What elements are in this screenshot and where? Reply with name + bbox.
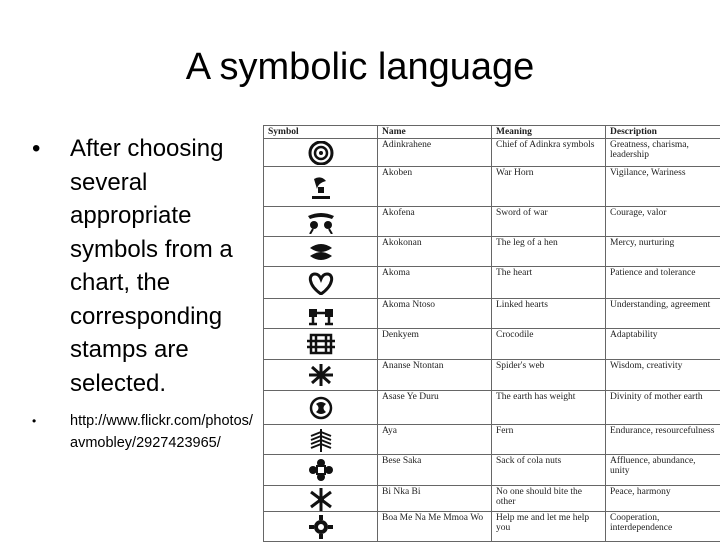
meaning-cell: Linked hearts — [492, 299, 606, 329]
description-cell: Patience and tolerance — [606, 267, 720, 299]
concentric-circles-icon — [305, 141, 337, 165]
description-cell: Endurance, resourcefulness — [606, 425, 720, 455]
meaning-cell: Fern — [492, 425, 606, 455]
name-cell: Akokonan — [378, 237, 492, 267]
cola-nuts-icon — [305, 458, 337, 482]
description-cell: Adaptability — [606, 329, 720, 360]
table-row — [264, 237, 720, 267]
linked-hearts-icon — [305, 302, 337, 326]
bite-not-icon — [305, 487, 337, 511]
symbol-cell — [264, 360, 378, 391]
name-cell: Adinkrahene — [378, 139, 492, 167]
table-row — [264, 207, 720, 237]
name-cell: Ananse Ntontan — [378, 360, 492, 391]
name-cell: Denkyem — [378, 329, 492, 360]
name-cell: Akofena — [378, 207, 492, 237]
meaning-cell: Help me and let me help you — [492, 512, 606, 542]
table-row — [264, 512, 720, 542]
table-row — [264, 425, 720, 455]
name-cell: Bi Nka Bi — [378, 486, 492, 512]
table-header-row — [264, 126, 720, 139]
symbol-cell — [264, 486, 378, 512]
description-cell: Mercy, nurturing — [606, 237, 720, 267]
header-symbol: Symbol — [264, 126, 378, 139]
bullet-list — [32, 132, 260, 454]
bullet-dot-icon: • — [32, 410, 36, 432]
table-row — [264, 486, 720, 512]
description-cell: Wisdom, creativity — [606, 360, 720, 391]
meaning-cell: Chief of Adinkra symbols — [492, 139, 606, 167]
symbol-cell — [264, 512, 378, 542]
description-cell: Cooperation, interdependence — [606, 512, 720, 542]
fern-icon — [305, 428, 337, 452]
war-horn-icon — [305, 175, 337, 199]
earth-icon — [305, 396, 337, 420]
table-row — [264, 455, 720, 486]
description-cell: Divinity of mother earth — [606, 391, 720, 425]
description-cell: Vigilance, Wariness — [606, 167, 720, 207]
bullet-item-link — [32, 410, 260, 454]
bullet-text: After choosing several appropriate symbols from a chart, the corresponding stamps are selected. — [70, 135, 233, 397]
hen-leg-icon — [305, 240, 337, 264]
name-cell: Aya — [378, 425, 492, 455]
name-cell: Boa Me Na Me Mmoa Wo — [378, 512, 492, 542]
table-row — [264, 267, 720, 299]
name-cell: Akoben — [378, 167, 492, 207]
symbol-table — [263, 125, 720, 542]
name-cell: Asase Ye Duru — [378, 391, 492, 425]
help-me-icon — [305, 515, 337, 539]
meaning-cell: War Horn — [492, 167, 606, 207]
symbol-cell — [264, 267, 378, 299]
symbol-cell — [264, 391, 378, 425]
header-meaning: Meaning — [492, 126, 606, 139]
symbol-cell — [264, 329, 378, 360]
description-cell: Peace, harmony — [606, 486, 720, 512]
meaning-cell: The heart — [492, 267, 606, 299]
bullet-dot-icon: • — [32, 132, 40, 166]
symbol-cell — [264, 167, 378, 207]
table-row — [264, 139, 720, 167]
crocodile-icon — [305, 332, 337, 356]
spider-web-icon — [305, 363, 337, 387]
meaning-cell: Spider's web — [492, 360, 606, 391]
source-link[interactable]: http://www.flickr.com/photos/avmobley/2927423965/ — [70, 413, 253, 451]
table-row — [264, 391, 720, 425]
description-cell: Understanding, agreement — [606, 299, 720, 329]
description-cell: Affluence, abundance, unity — [606, 455, 720, 486]
description-cell: Greatness, charisma, leadership — [606, 139, 720, 167]
meaning-cell: The earth has weight — [492, 391, 606, 425]
meaning-cell: The leg of a hen — [492, 237, 606, 267]
header-name: Name — [378, 126, 492, 139]
meaning-cell: No one should bite the other — [492, 486, 606, 512]
name-cell: Akoma Ntoso — [378, 299, 492, 329]
meaning-cell: Sword of war — [492, 207, 606, 237]
name-cell: Bese Saka — [378, 455, 492, 486]
meaning-cell: Sack of cola nuts — [492, 455, 606, 486]
bullet-item-main — [32, 132, 260, 400]
table-row — [264, 167, 720, 207]
table-row — [264, 360, 720, 391]
heart-icon — [305, 271, 337, 295]
crossed-swords-icon — [305, 210, 337, 234]
table-row — [264, 329, 720, 360]
slide-title: A symbolic language — [0, 42, 720, 92]
symbol-cell — [264, 139, 378, 167]
symbol-cell — [264, 425, 378, 455]
symbol-cell — [264, 207, 378, 237]
symbol-cell — [264, 455, 378, 486]
header-description: Description — [606, 126, 720, 139]
adinkra-symbol-chart — [263, 125, 720, 540]
description-cell: Courage, valor — [606, 207, 720, 237]
table-row — [264, 299, 720, 329]
symbol-cell — [264, 237, 378, 267]
name-cell: Akoma — [378, 267, 492, 299]
meaning-cell: Crocodile — [492, 329, 606, 360]
symbol-cell — [264, 299, 378, 329]
